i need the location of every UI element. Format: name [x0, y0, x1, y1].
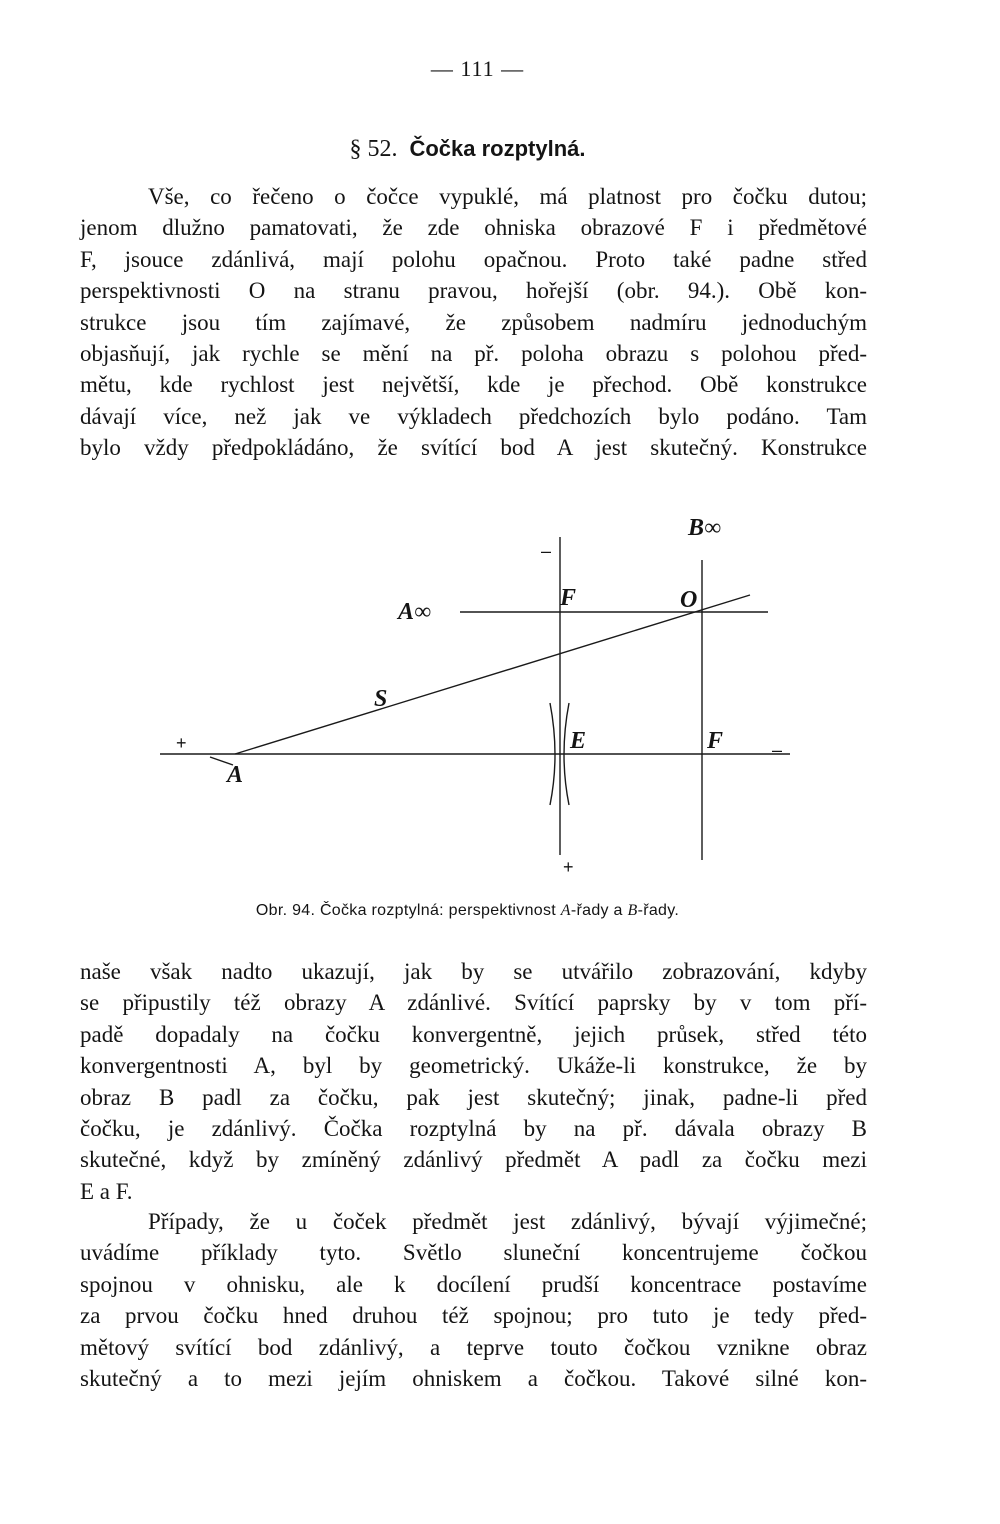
text-line: dávají více, než jak ve výkladech předchozích bylo podáno. Tam	[80, 403, 867, 429]
text-line: skutečný a to mezi jejím ohniskem a čočkou. Takové silné kon-	[80, 1365, 867, 1391]
label-e: E	[570, 728, 587, 754]
figure-caption	[0, 902, 935, 920]
label-a-infinity: A∞	[398, 599, 432, 625]
label-focus-top: F	[560, 585, 577, 611]
text-line: čočku, je zdánlivý. Čočka rozptylná by na př. dávala obrazy B	[80, 1115, 867, 1141]
caption-middle: -řady a	[570, 902, 628, 919]
text-line: za prvou čočku hned druhou též spojnou; pro tuto je tedy před-	[80, 1303, 867, 1329]
sign-plus-bottom: +	[563, 857, 574, 877]
sign-plus-left: +	[176, 733, 187, 753]
text-line: obraz B padl za čočku, pak jest skutečný; jinak, padne-li před	[80, 1084, 867, 1110]
section-heading	[0, 136, 935, 163]
section-symbol: § 52.	[349, 136, 398, 162]
text-line: Případy, že u čoček předmět jest zdánlivý, bývají výjimečné;	[148, 1209, 867, 1234]
text-line: E a F.	[80, 1178, 133, 1204]
text-line: objasňují, jak rychle se mění na př. poloha obrazu s polohou před-	[80, 340, 867, 366]
sign-minus-right: –	[772, 740, 783, 760]
figure-94-diagram	[150, 505, 800, 885]
label-s: S	[374, 686, 388, 712]
object-image-ray	[235, 595, 750, 754]
text-line: bylo vždy předpokládáno, že svítící bod A jest skutečný. Konstrukce	[80, 435, 867, 461]
label-a: A	[227, 762, 244, 788]
caption-prefix: Obr. 94. Čočka rozptylná: perspektivnost	[255, 902, 561, 919]
paragraph-2	[80, 956, 867, 1207]
text-line: Vše, co řečeno o čočce vypuklé, má platnost pro čočku dutou;	[148, 184, 867, 209]
caption-suffix: -řady.	[637, 902, 680, 919]
text-line: padě dopadaly na čočku konvergentně, jejich průsek, střed této	[80, 1021, 867, 1047]
sign-minus-top: –	[541, 541, 552, 561]
paragraph-3	[80, 1206, 867, 1394]
page-number: — 111 —	[430, 56, 525, 81]
paragraph-1	[80, 181, 867, 464]
text-line: naše však nadto ukazují, jak by se utvářilo zobrazování, kdyby	[80, 959, 867, 984]
text-line: konvergentnosti A, byl by geometrický. Ukáže-li konstrukce, že by	[80, 1053, 867, 1079]
text-line: mětu, kde rychlost jest největší, kde je přechod. Obě konstrukce	[80, 372, 867, 398]
caption-b-letter: B	[627, 902, 638, 919]
text-line: mětový svítící bod zdánlivý, a teprve touto čočkou vznikne obraz	[80, 1334, 867, 1360]
label-focus-right: F	[707, 728, 724, 754]
text-line: strukce jsou tím zajímavé, že způsobem nadmíru jednoduchým	[80, 309, 867, 335]
text-line: F, jsouce zdánlivá, mají polohu opačnou. Proto také padne střed	[80, 246, 867, 272]
caption-a-letter: A	[560, 902, 571, 919]
label-b-infinity: B∞	[688, 515, 722, 541]
text-line: skutečné, když by zmíněný zdánlivý předmět A padl za čočku mezi	[80, 1147, 867, 1173]
text-line: uvádíme příklady tyto. Světlo sluneční koncentrujeme čočkou	[80, 1240, 867, 1266]
label-center-o: O	[680, 587, 698, 613]
section-title: Čočka rozptylná.	[409, 136, 586, 161]
diagram-svg	[150, 505, 800, 885]
text-line: spojnou v ohnisku, ale k docílení prudší koncentrace postavíme	[80, 1271, 867, 1297]
text-line: perspektivnosti O na stranu pravou, hořejší (obr. 94.). Obě kon-	[80, 278, 867, 304]
text-line: jenom dlužno pamatovati, že zde ohniska obrazové F i předmětové	[80, 215, 867, 241]
text-line: se připustily též obrazy A zdánlivé. Svítící paprsky by v tom pří-	[80, 990, 867, 1016]
